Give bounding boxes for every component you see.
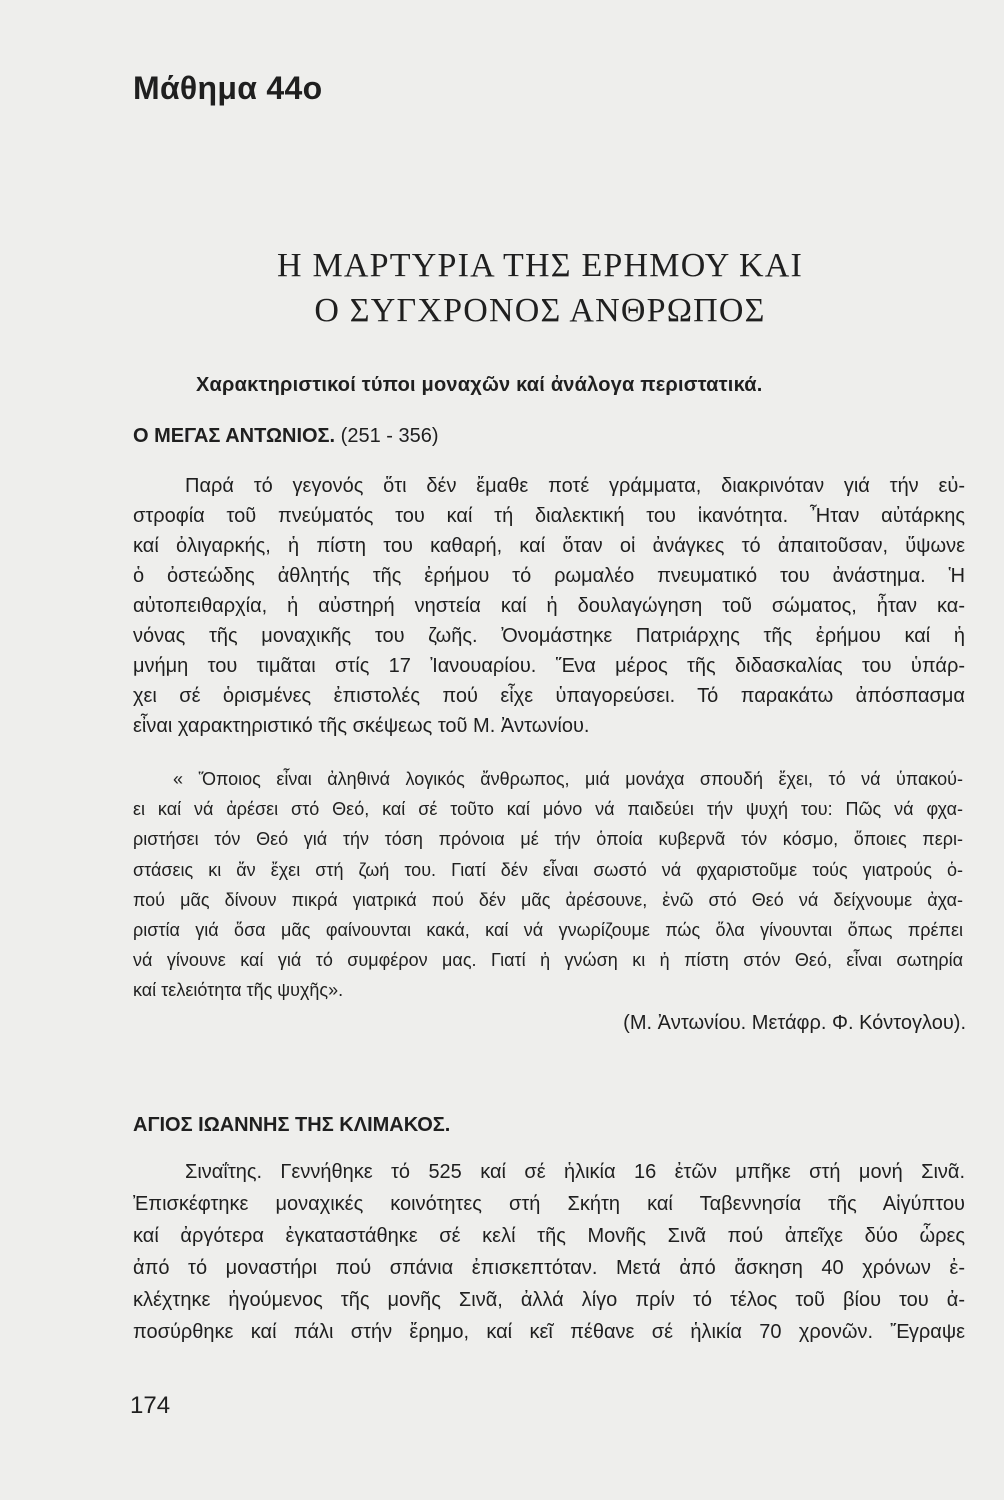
quote-citation: (Μ. Ἀντωνίου. Μετάφρ. Φ. Κόντογλου). bbox=[623, 1012, 966, 1034]
paragraph-line: αὐτοπειθαρχία, ἡ αὐστηρή νηστεία καί ἡ δουλαγώγηση τοῦ σώματος, ἦταν κα- bbox=[133, 595, 965, 617]
paragraph-line: Ἐπισκέφτηκε μοναχικές κοινότητες στή Σκήτη καί Ταβεννησία τῆς Αἰγύπτου bbox=[133, 1193, 965, 1215]
chapter-title-line-2: Ο ΣΥΓΧΡΟΝΟΣ ΑΝΘΡΩΠΟΣ bbox=[314, 292, 766, 329]
paragraph-line: καί ἀργότερα ἐγκαταστάθηκε σέ κελί τῆς Μονῆς Σινᾶ πού ἀπεῖχε δύο ὧρες bbox=[133, 1225, 965, 1247]
page-number: 174 bbox=[130, 1392, 171, 1419]
chapter-title-line-1: Η ΜΑΡΤΥΡΙΑ ΤΗΣ ΕΡΗΜΟΥ ΚΑΙ bbox=[276, 247, 804, 284]
paragraph-line: ποσύρθηκε καί πάλι στήν ἔρημο, καί κεῖ πέθανε σέ ἡλικία 70 χρονῶν. Ἔγραψε bbox=[133, 1321, 965, 1343]
quote-line: πού μᾶς δίνουν πικρά γιατρικά πού δέν μᾶς ἀρέσουνε, ἐνῶ στό Θεό νά δείχνουμε ἀχα- bbox=[133, 889, 963, 910]
quote-line: νά γίνουνε καί γιά τό συμφέρον μας. Γιατί ἡ γνώση κι ἡ πίστη στόν Θεό, εἶναι σωτηρία bbox=[133, 950, 963, 971]
quote-line: ει καί νά ἀρέσει στό Θεό, καί σέ τοῦτο καί μόνο νά παιδεύει τήν ψυχή του: Πῶς νά φχα- bbox=[133, 799, 963, 820]
quote-line: καί τελειότητα τῆς ψυχῆς». bbox=[133, 980, 344, 1001]
paragraph-line: στροφία τοῦ πνεύματός του καί τή διαλεκτική του ἱκανότητα. Ἦταν αὐτάρκης bbox=[133, 505, 965, 527]
paragraph-line: εἶναι χαρακτηριστικό τῆς σκέψεως τοῦ Μ. Ἀντωνίου. bbox=[133, 715, 590, 737]
section-1-paragraph bbox=[133, 471, 965, 741]
section-1-dates: (251 - 356) bbox=[340, 425, 439, 447]
paragraph-line: Σιναΐτης. Γεννήθηκε τό 525 καί σέ ἡλικία 16 ἐτῶν μπῆκε στή μονή Σινᾶ. bbox=[185, 1161, 965, 1183]
quote-line: « Ὅποιος εἶναι ἀληθινά λογικός ἄνθρωπος, μιά μονάχα σπουδή ἔχει, τό νά ὑπακού- bbox=[173, 769, 963, 789]
antonios-quote bbox=[133, 764, 963, 1006]
section-2-heading: ΑΓΙΟΣ ΙΩΑΝΝΗΣ ΤΗΣ ΚΛΙΜΑΚΟΣ. bbox=[133, 1114, 451, 1136]
quote-line: στάσεις κι ἄν ἔχει στή ζωή του. Γιατί δέν εἶναι σωστό νά φχαριστοῦμε τούς γιατρούς ὁ- bbox=[133, 859, 963, 880]
section-1-heading bbox=[133, 425, 439, 448]
paragraph-line: ἀπό τό μοναστήρι πού σπάνια ἐπισκεπτόταν. Μετά ἀπό ἄσκηση 40 χρόνων ἐ- bbox=[133, 1257, 965, 1279]
paragraph-line: Παρά τό γεγονός ὅτι δέν ἔμαθε ποτέ γράμματα, διακρινόταν γιά τήν εὐ- bbox=[185, 475, 965, 497]
paragraph-line: κλέχτηκε ἡγούμενος τῆς μονῆς Σινᾶ, ἀλλά λίγο πρίν τό τέλος τοῦ βίου του ἀ- bbox=[133, 1289, 965, 1311]
paragraph-line: μνήμη του τιμᾶται στίς 17 Ἰανουαρίου. Ἕνα μέρος τῆς διδασκαλίας του ὑπάρ- bbox=[133, 655, 965, 677]
paragraph-line: καί ὀλιγαρκής, ἡ πίστη του καθαρή, καί ὅταν οἱ ἀνάγκες τό ἀπαιτοῦσαν, ὕψωνε bbox=[133, 535, 965, 557]
lesson-label: Μάθημα 44ο bbox=[133, 70, 323, 106]
paragraph-line: νόνας τῆς μοναχικῆς του ζωῆς. Ὀνομάστηκε Πατριάρχης τῆς ἐρήμου καί ἡ bbox=[133, 625, 965, 647]
subtitle: Χαρακτηριστικοί τύποι μοναχῶν καί ἀνάλογα περιστατικά. bbox=[196, 374, 763, 396]
quote-line: ριστήσει τόν Θεό γιά τήν τόση πρόνοια μέ τήν ὁποία κυβερνᾶ τόν κόσμο, ὅποιες περι- bbox=[133, 829, 963, 850]
paragraph-line: χει σέ ὁρισμένες ἐπιστολές πού εἶχε ὑπαγορεύσει. Τό παρακάτω ἀπόσπασμα bbox=[133, 685, 965, 707]
section-2-paragraph bbox=[133, 1156, 965, 1348]
section-1-name: Ο ΜΕΓΑΣ ΑΝΤΩΝΙΟΣ. bbox=[133, 425, 336, 447]
quote-line: ριστία γιά ὅσα μᾶς φαίνουνται κακά, καί νά γνωρίζουμε πώς ὅλα γίνουνται ὅπως πρέπει bbox=[133, 920, 963, 941]
paragraph-line: ὁ ὀστεώδης ἀθλητής τῆς ἐρήμου τό ρωμαλέο πνευματικό του ἀνάστημα. Ἡ bbox=[133, 565, 965, 587]
